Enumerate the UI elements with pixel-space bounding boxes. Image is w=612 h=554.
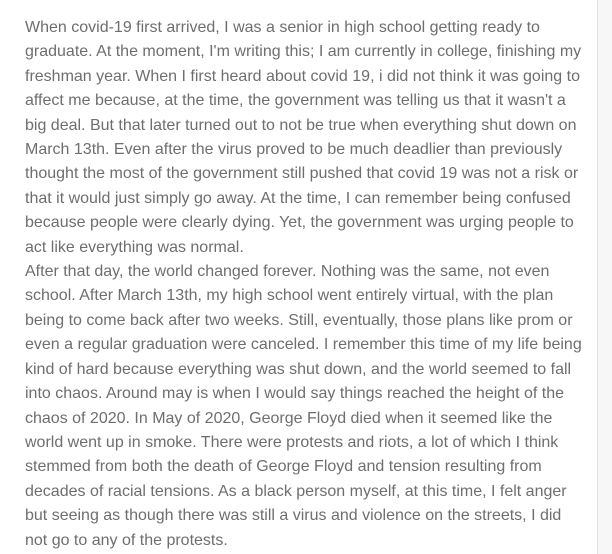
scrollbar-track[interactable] bbox=[597, 0, 612, 554]
essay-paragraph-1: When covid-19 first arrived, I was a senior in high school getting ready to graduate. At the moment, I'm writing this; I am currently in college, finishing my freshman year. When I first heard about covid 19, i did not think it was going to affect me because, at the time, the government was telling us that it wasn't a big deal. But that later turned out to not be true when everything shut down on March 13th. Even after the virus proved to be much deadlier than previously thought the most of the government still pushed that covid 19 was not a risk or that it would just simply go away. At the time, I can remember being confused because people were clearly dying. Yet, the government was urging people to act like everything was normal. bbox=[25, 19, 582, 256]
essay-paragraph-2: After that day, the world changed forever. Nothing was the same, not even school. After March 13th, my high school went entirely virtual, with the plan being to come back after two weeks. Still, eventually, those plans like prom or even a regular graduation were canceled. I remember this time of my life being kind of hard because everything was shut down, and the world seemed to fall into chaos. Around may is when I would say things reached the height of the chaos of 2020. In May of 2020, George Floyd died when it seemed like the world went up in smoke. There were protests and riots, a lot of which I think stemmed from both the death of George Floyd and tension resulting from decades of racial tensions. As a black person myself, at this time, I felt anger but seeing as though there was still a virus and violence on the streets, I did not go to any of the protests. bbox=[25, 263, 582, 549]
